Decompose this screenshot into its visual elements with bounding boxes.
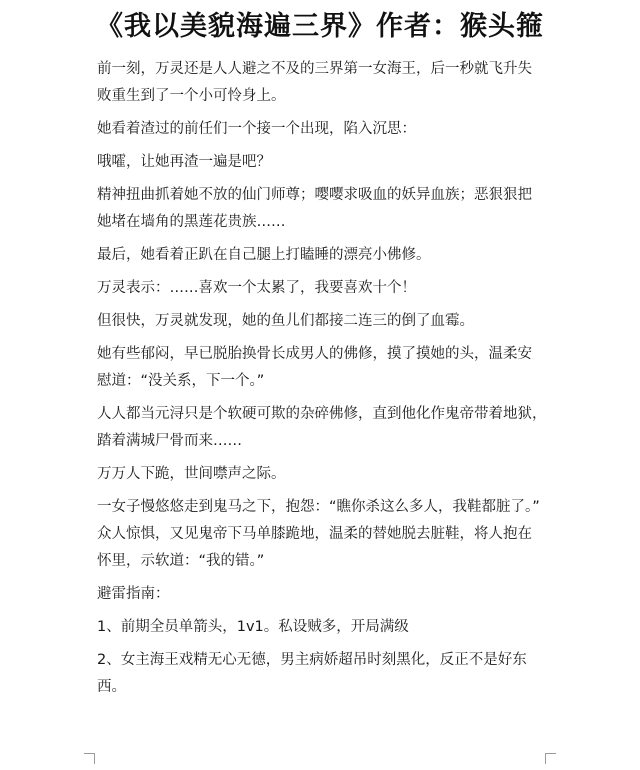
page-corner-mark-left	[84, 753, 95, 764]
paragraph-line: 最后，她看着正趴在自己腿上打瞌睡的漂亮小佛修。	[97, 247, 431, 263]
document-body	[97, 56, 557, 707]
paragraph-line: 但很快，万灵就发现，她的鱼儿们都接二连三的倒了血霉。	[97, 313, 474, 329]
paragraph	[97, 581, 557, 608]
paragraph-line: 怀里，示软道：“我的错。”	[97, 553, 265, 569]
paragraph-line: 万灵表示：……喜欢一个太累了，我要喜欢十个！	[97, 280, 416, 296]
paragraph-line: 西。	[97, 679, 126, 695]
paragraph	[97, 647, 557, 701]
paragraph	[97, 242, 557, 269]
paragraph-line: 她有些郁闷，早已脱胎换骨长成男人的佛修，摸了摸她的头，温柔安	[97, 346, 532, 362]
paragraph-line: 前一刻，万灵还是人人避之不及的三界第一女海王，后一秒就飞升失	[97, 61, 532, 77]
paragraph-line: 她堵在墙角的黑莲花贵族……	[97, 214, 286, 230]
paragraph-line: 避雷指南：	[97, 586, 170, 602]
paragraph	[97, 275, 557, 302]
paragraph-line: 踏着满城尸骨而来……	[97, 433, 242, 449]
paragraph-line: 败重生到了一个小可怜身上。	[97, 88, 286, 104]
paragraph	[97, 116, 557, 143]
paragraph-line: 她看着渣过的前任们一个接一个出现，陷入沉思：	[97, 121, 416, 137]
paragraph	[97, 308, 557, 335]
paragraph-line: 1、前期全员单箭头，1v1。私设贼多，开局满级	[97, 619, 409, 635]
paragraph	[97, 341, 557, 395]
paragraph	[97, 494, 557, 575]
paragraph	[97, 56, 557, 110]
page-corner-mark-right	[545, 753, 556, 764]
document-title: 《我以美貌海遍三界》作者：猴头箍	[96, 11, 544, 42]
paragraph-line: 一女子慢悠悠走到鬼马之下，抱怨：“瞧你杀这么多人，我鞋都脏了。”	[97, 499, 540, 515]
paragraph-line: 精神扭曲抓着她不放的仙门师尊；嘤嘤求吸血的妖异血族；恶狠狠把	[97, 187, 532, 203]
paragraph	[97, 149, 557, 176]
paragraph-line: 人人都当元浔只是个软硬可欺的杂碎佛修，直到他化作鬼帝带着地狱，	[97, 406, 547, 422]
paragraph	[97, 461, 557, 488]
paragraph-line: 万万人下跪，世间噤声之际。	[97, 466, 286, 482]
paragraph	[97, 614, 557, 641]
paragraph-line: 众人惊惧，又见鬼帝下马单膝跪地，温柔的替她脱去脏鞋，将人抱在	[97, 526, 532, 542]
paragraph-line: 2、女主海王戏精无心无德，男主病娇超吊时刻黑化，反正不是好东	[97, 652, 527, 668]
paragraph-line: 哦嚯，让她再渣一遍是吧？	[97, 154, 271, 170]
paragraph	[97, 401, 557, 455]
paragraph-line: 慰道：“没关系，下一个。”	[97, 373, 265, 389]
paragraph	[97, 182, 557, 236]
